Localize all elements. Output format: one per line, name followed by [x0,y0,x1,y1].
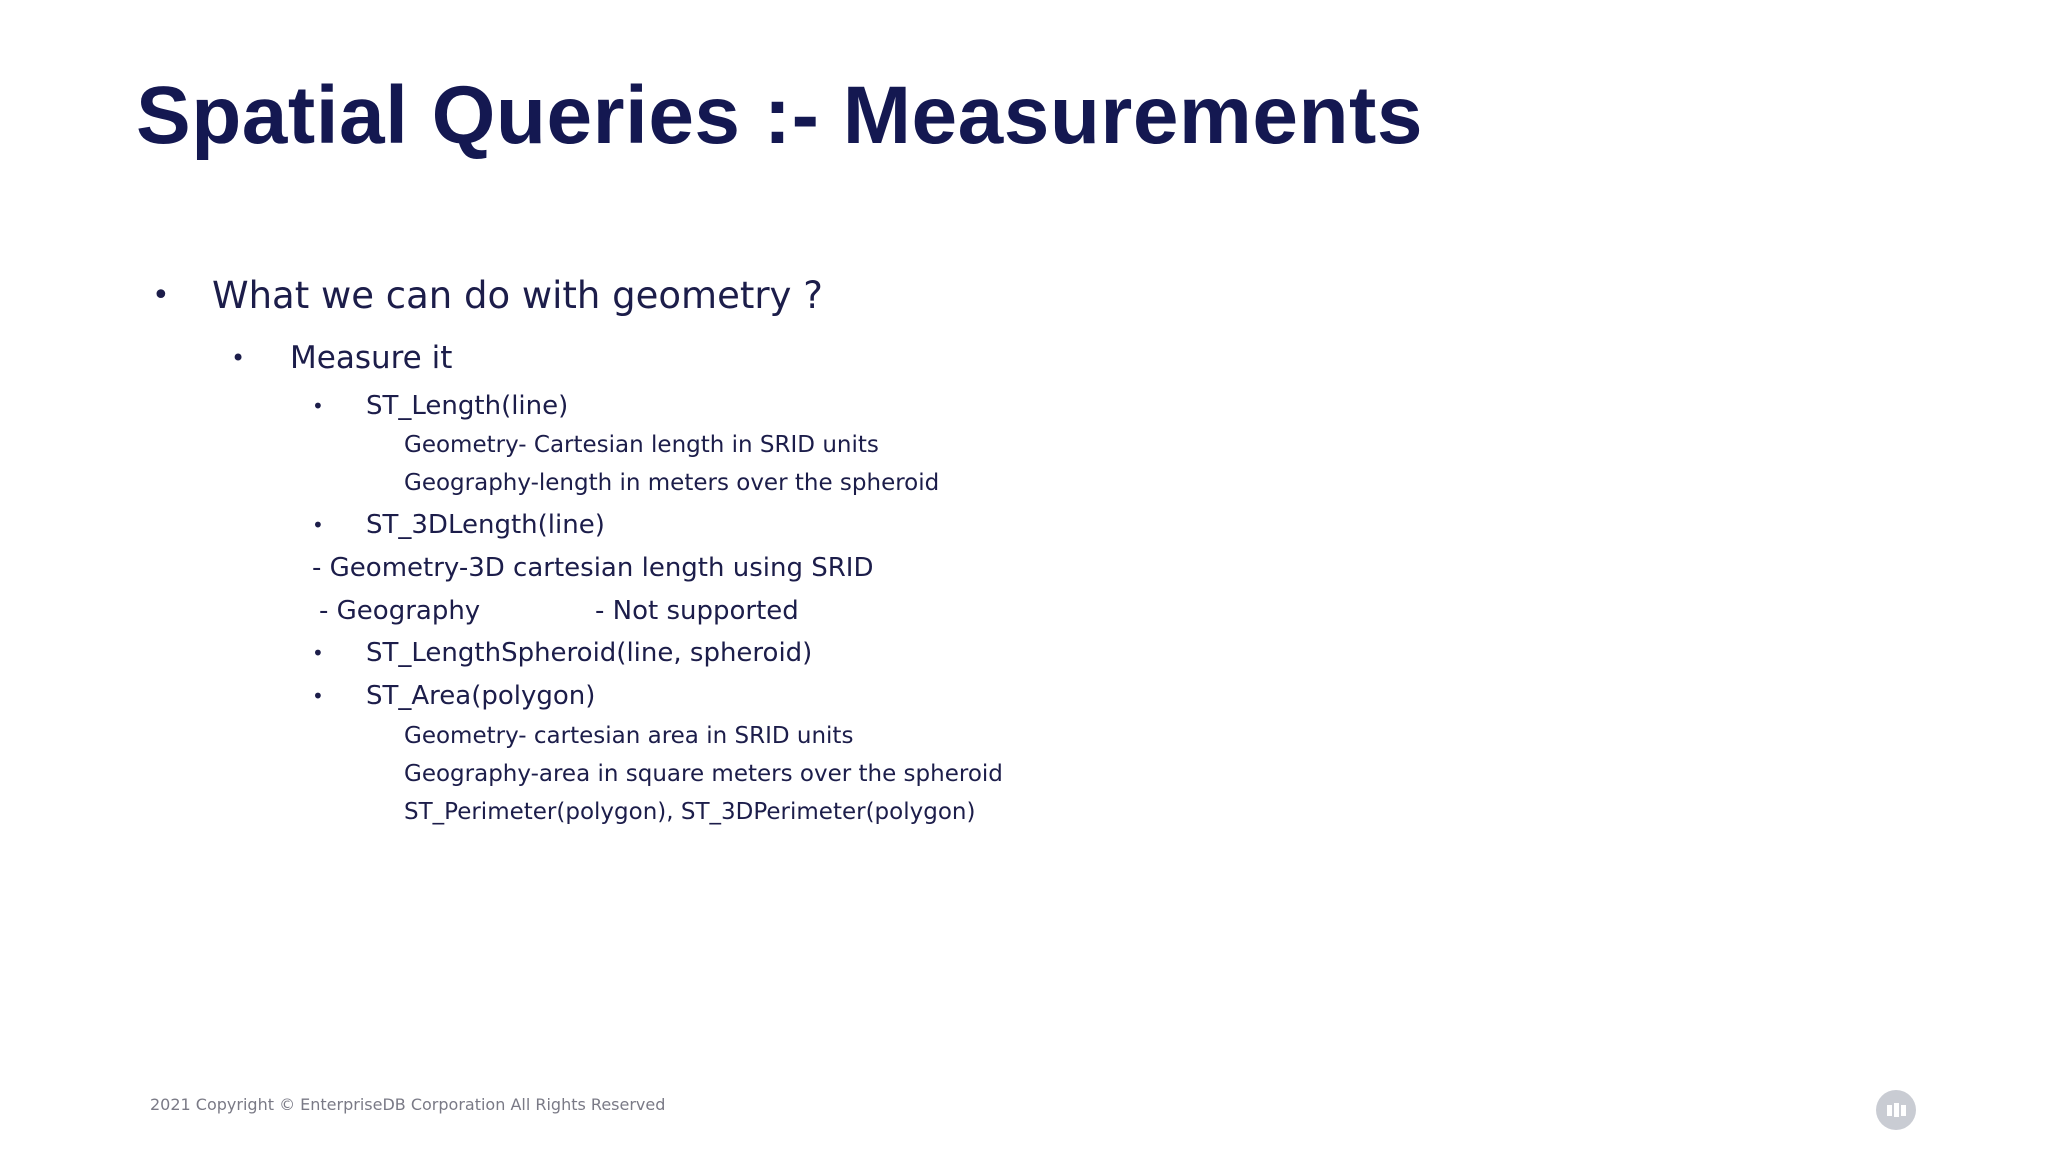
bullet-icon: • [152,278,170,313]
copyright-footer: 2021 Copyright © EnterpriseDB Corporation All Rights Reserved [150,1095,666,1114]
bullet-item-level1: What we can do with geometry ? [212,274,823,317]
bullet-icon: • [312,641,324,665]
sub-item-text: Geometry- cartesian area in SRID units [404,723,854,749]
sub-item-text: Geography-length in meters over the spheroid [404,470,940,496]
edb-logo-icon [1876,1090,1916,1130]
sub-item-text: - Geography [319,596,481,626]
sub-item-text: Geometry- Cartesian length in SRID units [404,432,879,458]
bullet-item-level3: ST_Length(line) [366,391,569,421]
sub-item-text: - Geometry-3D cartesian length using SRID [312,553,874,583]
bullet-item-level3: ST_Area(polygon) [366,681,596,711]
bullet-item-level3: ST_3DLength(line) [366,510,605,540]
bullet-icon: • [312,684,324,708]
sub-item-text: Geography-area in square meters over the spheroid [404,761,1003,787]
sub-item-text: ST_Perimeter(polygon), ST_3DPerimeter(polygon) [404,799,976,825]
bullet-icon: • [231,344,246,372]
slide-title: Spatial Queries :- Measurements [136,70,1423,161]
bullet-item-level3: ST_LengthSpheroid(line, spheroid) [366,638,813,668]
bullet-icon: • [312,513,324,537]
bullet-item-level2: Measure it [290,340,453,376]
sub-item-text: - Not supported [595,596,799,626]
bullet-icon: • [312,394,324,418]
